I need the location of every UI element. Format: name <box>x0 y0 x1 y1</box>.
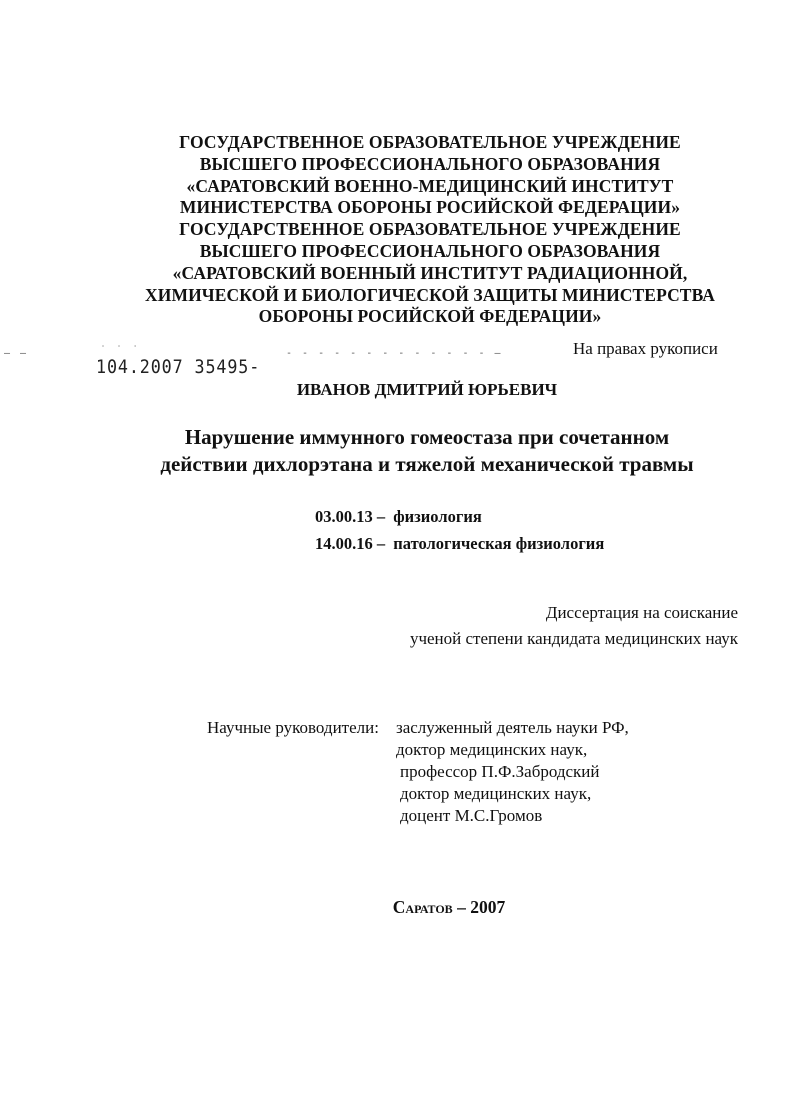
footer-year: 2007 <box>470 897 506 917</box>
specialty-row <box>315 503 604 530</box>
city-year-footer <box>0 897 794 918</box>
specialty-list <box>315 503 604 557</box>
supervisor-line: заслуженный деятель науки РФ, <box>396 718 629 737</box>
title-line: действии дихлорэтана и тяжелой механической травмы <box>160 452 694 476</box>
supervisor-line: доцент М.С.Громов <box>400 806 543 825</box>
title-line: Нарушение иммунного гомеостаза при сочетанном <box>184 425 670 449</box>
supervisor-line: доктор медицинских наук, <box>396 740 588 759</box>
institution-line: ВЫСШЕГО ПРОФЕССИОНАЛЬНОГО ОБРАЗОВАНИЯ <box>199 240 661 261</box>
scan-artifact: ˙ ˙ ˙ <box>100 345 141 356</box>
supervisor-line: доктор медицинских наук, <box>400 784 592 803</box>
author-name: ИВАНОВ ДМИТРИЙ ЮРЬЕВИЧ <box>296 380 558 399</box>
institution-line: ВЫСШЕГО ПРОФЕССИОНАЛЬНОГО ОБРАЗОВАНИЯ <box>199 153 661 174</box>
institution-line: ОБОРОНЫ РОСИЙСКОЙ ФЕДЕРАЦИИ» <box>258 306 602 327</box>
specialty-code: 14.00.16 – <box>315 534 386 553</box>
scan-artifact: - - - - - - - - - - - - - ‒ <box>286 348 503 359</box>
supervisors-block <box>207 717 629 825</box>
dissertation-title <box>0 424 794 478</box>
degree-line: ученой степени кандидата медицинских наук <box>409 629 738 648</box>
specialty-row <box>315 530 604 557</box>
specialty-name: физиология <box>393 507 482 526</box>
institution-line: ГОСУДАРСТВЕННОЕ ОБРАЗОВАТЕЛЬНОЕ УЧРЕЖДЕНИЕ <box>179 132 681 152</box>
institution-line: «САРАТОВСКИЙ ВОЕННЫЙ ИНСТИТУТ РАДИАЦИОННОЙ, <box>172 262 688 283</box>
institution-header <box>60 132 794 328</box>
institution-line: «САРАТОВСКИЙ ВОЕННО-МЕДИЦИНСКИЙ ИНСТИТУТ <box>186 175 674 196</box>
supervisors-details <box>396 717 629 827</box>
institution-line: МИНИСТЕРСТВА ОБОРОНЫ РОСИЙСКОЙ ФЕДЕРАЦИИ» <box>179 197 681 218</box>
footer-city: Саратов <box>392 897 453 917</box>
institution-line: ХИМИЧЕСКОЙ И БИОЛОГИЧЕСКОЙ ЗАЩИТЫ МИНИСТЕРСТВА <box>145 284 715 305</box>
specialty-code: 03.00.13 – <box>315 507 386 526</box>
degree-statement <box>410 600 738 652</box>
manuscript-rights-note: На правах рукописи <box>573 339 718 358</box>
specialty-name: патологическая физиология <box>393 534 605 553</box>
footer-separator: – <box>452 897 471 917</box>
institution-line: ГОСУДАРСТВЕННОЕ ОБРАЗОВАТЕЛЬНОЕ УЧРЕЖДЕНИЕ <box>179 219 681 240</box>
scan-artifact: ‒ ‒ <box>4 348 29 359</box>
supervisor-line: профессор П.Ф.Забродский <box>400 762 600 781</box>
archive-stamp: 104.2007 35495- <box>96 356 261 378</box>
supervisors-label: Научные руководители: <box>207 718 379 737</box>
degree-line: Диссертация на соискание <box>545 603 738 622</box>
